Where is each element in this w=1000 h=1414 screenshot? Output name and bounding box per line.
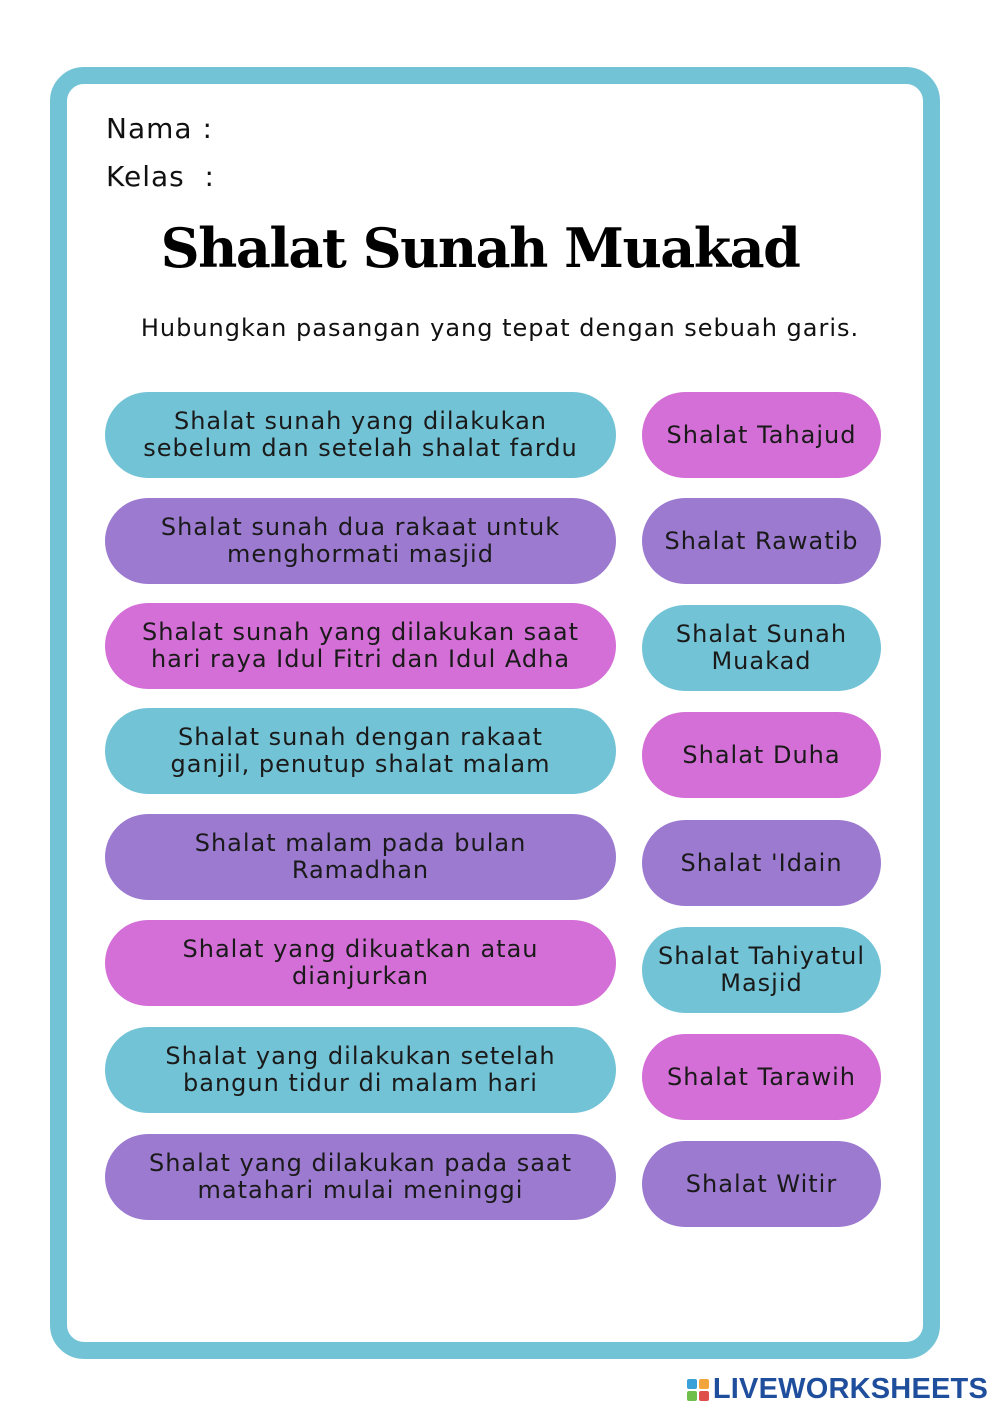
name-label: Nama : <box>106 112 213 145</box>
answer-item-4-line1: Shalat Duha <box>682 740 841 769</box>
worksheet-title: Shalat Sunah Muakad <box>160 216 800 280</box>
description-item-4[interactable] <box>105 708 616 794</box>
description-item-5-line1: Shalat malam pada bulan <box>194 829 527 857</box>
description-item-5-line2: Ramadhan <box>291 856 430 884</box>
liveworksheets-logo-icon <box>687 1379 709 1401</box>
description-item-2-line1: Shalat sunah dua rakaat untuk <box>160 513 561 541</box>
answer-item-6-line1: Shalat Tahiyatul <box>657 942 866 970</box>
answer-item-7-line1: Shalat Tarawih <box>666 1062 857 1091</box>
description-item-8-line1: Shalat yang dilakukan pada saat <box>148 1149 573 1177</box>
answer-item-2-line1: Shalat Rawatib <box>664 526 859 555</box>
answer-item-3-line1: Shalat Sunah <box>675 620 848 648</box>
answer-item-5-line1: Shalat 'Idain <box>680 848 843 877</box>
answer-item-3-line2: Muakad <box>711 647 812 675</box>
description-item-8-line2: matahari mulai meninggi <box>197 1176 524 1204</box>
answer-item-5[interactable] <box>642 820 881 906</box>
description-item-7[interactable] <box>105 1027 616 1113</box>
description-item-8[interactable] <box>105 1134 616 1220</box>
description-item-2[interactable] <box>105 498 616 584</box>
description-item-4-line2: ganjil, penutup shalat malam <box>170 750 551 778</box>
liveworksheets-brand-text: LIVEWORKSHEETS <box>712 1373 988 1405</box>
description-item-4-line1: Shalat sunah dengan rakaat <box>178 723 543 751</box>
answer-item-6[interactable] <box>642 927 881 1013</box>
description-item-5[interactable] <box>105 814 616 900</box>
answer-item-8-line1: Shalat Witir <box>685 1169 838 1198</box>
description-item-6-line1: Shalat yang dikuatkan atau <box>182 935 539 963</box>
instruction-text: Hubungkan pasangan yang tepat dengan sebuah garis. <box>140 314 860 342</box>
description-item-6[interactable] <box>105 920 616 1006</box>
class-label: Kelas : <box>106 160 215 193</box>
answer-item-7[interactable] <box>642 1034 881 1120</box>
description-item-2-line2: menghormati masjid <box>227 540 494 568</box>
answer-item-1-line1: Shalat Tahajud <box>666 420 857 449</box>
description-item-7-line1: Shalat yang dilakukan setelah <box>165 1042 556 1070</box>
description-item-1[interactable] <box>105 392 616 478</box>
description-item-3[interactable] <box>105 603 616 689</box>
description-item-3-line2: hari raya Idul Fitri dan Idul Adha <box>150 645 571 673</box>
answer-item-1[interactable] <box>642 392 881 478</box>
description-item-1-line1: Shalat sunah yang dilakukan <box>173 407 548 435</box>
description-item-3-line1: Shalat sunah yang dilakukan saat <box>141 618 580 646</box>
description-item-6-line2: dianjurkan <box>292 962 429 990</box>
answer-item-8[interactable] <box>642 1141 881 1227</box>
answer-item-3[interactable] <box>642 605 881 691</box>
description-item-1-line2: sebelum dan setelah shalat fardu <box>143 434 578 462</box>
answer-item-2[interactable] <box>642 498 881 584</box>
description-item-7-line2: bangun tidur di malam hari <box>183 1069 538 1097</box>
answer-item-4[interactable] <box>642 712 881 798</box>
liveworksheets-brand[interactable] <box>687 1373 988 1406</box>
answer-item-6-line2: Masjid <box>720 969 803 997</box>
